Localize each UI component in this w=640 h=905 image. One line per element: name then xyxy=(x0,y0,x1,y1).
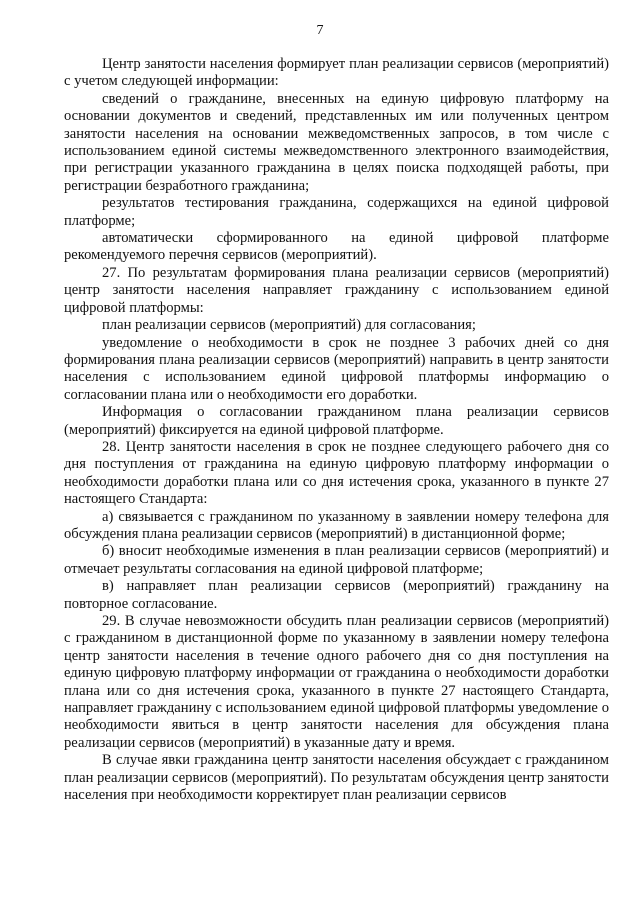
paragraph-attendance: В случае явки гражданина центр занятости населения обсуждает с гражданином план реализации сервисов (мероприятий). По результатам обсуждения центр занятости населения при необходимости корректирует план реализации сервисов xyxy=(64,752,609,804)
paragraph-auto-list: автоматически сформированного на единой цифровой платформе рекомендуемого перечня сервисов (мероприятий). xyxy=(64,230,609,264)
paragraph-test-results: результатов тестирования гражданина, содержащихся на единой цифровой платформе; xyxy=(64,195,609,229)
paragraph-item-28-b: б) вносит необходимые изменения в план реализации сервисов (мероприятий) и отмечает результаты согласования на единой цифровой платформе; xyxy=(64,543,609,577)
paragraph-item-28-c: в) направляет план реализации сервисов (мероприятий) гражданину на повторное согласование. xyxy=(64,578,609,612)
paragraph-approval-recorded: Информация о согласовании гражданином плана реализации сервисов (мероприятий) фиксируется на единой цифровой платформе. xyxy=(64,404,609,438)
paragraph-item-29: 29. В случае невозможности обсудить план реализации сервисов (мероприятий) с гражданином в дистанционной форме по указанному в заявлении номеру телефона центр занятости населения в течение одного рабочего дня со дня поступления на единую цифровую платформу информации от гражданина о необходимости доработки плана или со дня истечения срока, указанного в пункте 27 настоящего Стандарта, направляет гражданину с использованием единой цифровой платформы уведомление о необходимости явиться в центр занятости населения для обсуждения плана реализации сервисов (мероприятий) в указанные дату и время. xyxy=(64,613,609,751)
paragraph-item-28: 28. Центр занятости населения в срок не позднее следующего рабочего дня со дня поступления от гражданина на единую цифровую платформу информации о необходимости доработки плана или со дня истечения срока, указанного в пункте 27 настоящего Стандарта: xyxy=(64,438,609,508)
paragraph-notification: уведомление о необходимости в срок не позднее 3 рабочих дней со дня формирования плана реализации сервисов (мероприятий) направить в центр занятости населения с использованием единой цифровой платформы информацию о согласовании плана или о необходимости его доработки. xyxy=(64,334,609,403)
page-number: 7 xyxy=(316,23,324,38)
document-body xyxy=(64,56,609,804)
paragraph-citizen-info: сведений о гражданине, внесенных на единую цифровую платформу на основании документов и сведений, представленных им или полученных центром занятости населения на основании межведомственных запросов, в том числе с использованием единой системы межведомственного электронного взаимодействия, при регистрации указанного гражданина в целях поиска подходящей работы, при регистрации безработного гражданина; xyxy=(64,90,609,194)
paragraph-plan-for-approval: план реализации сервисов (мероприятий) для согласования; xyxy=(102,317,476,334)
paragraph-item-28-a: а) связывается с гражданином по указанному в заявлении номеру телефона для обсуждения плана реализации сервисов (мероприятий) в дистанционной форме; xyxy=(64,508,609,542)
paragraph-intro: Центр занятости населения формирует план реализации сервисов (мероприятий) с учетом следующей информации: xyxy=(64,56,609,90)
paragraph-item-27: 27. По результатам формирования плана реализации сервисов (мероприятий) центр занятости населения направляет гражданину с использованием единой цифровой платформы: xyxy=(64,264,609,316)
